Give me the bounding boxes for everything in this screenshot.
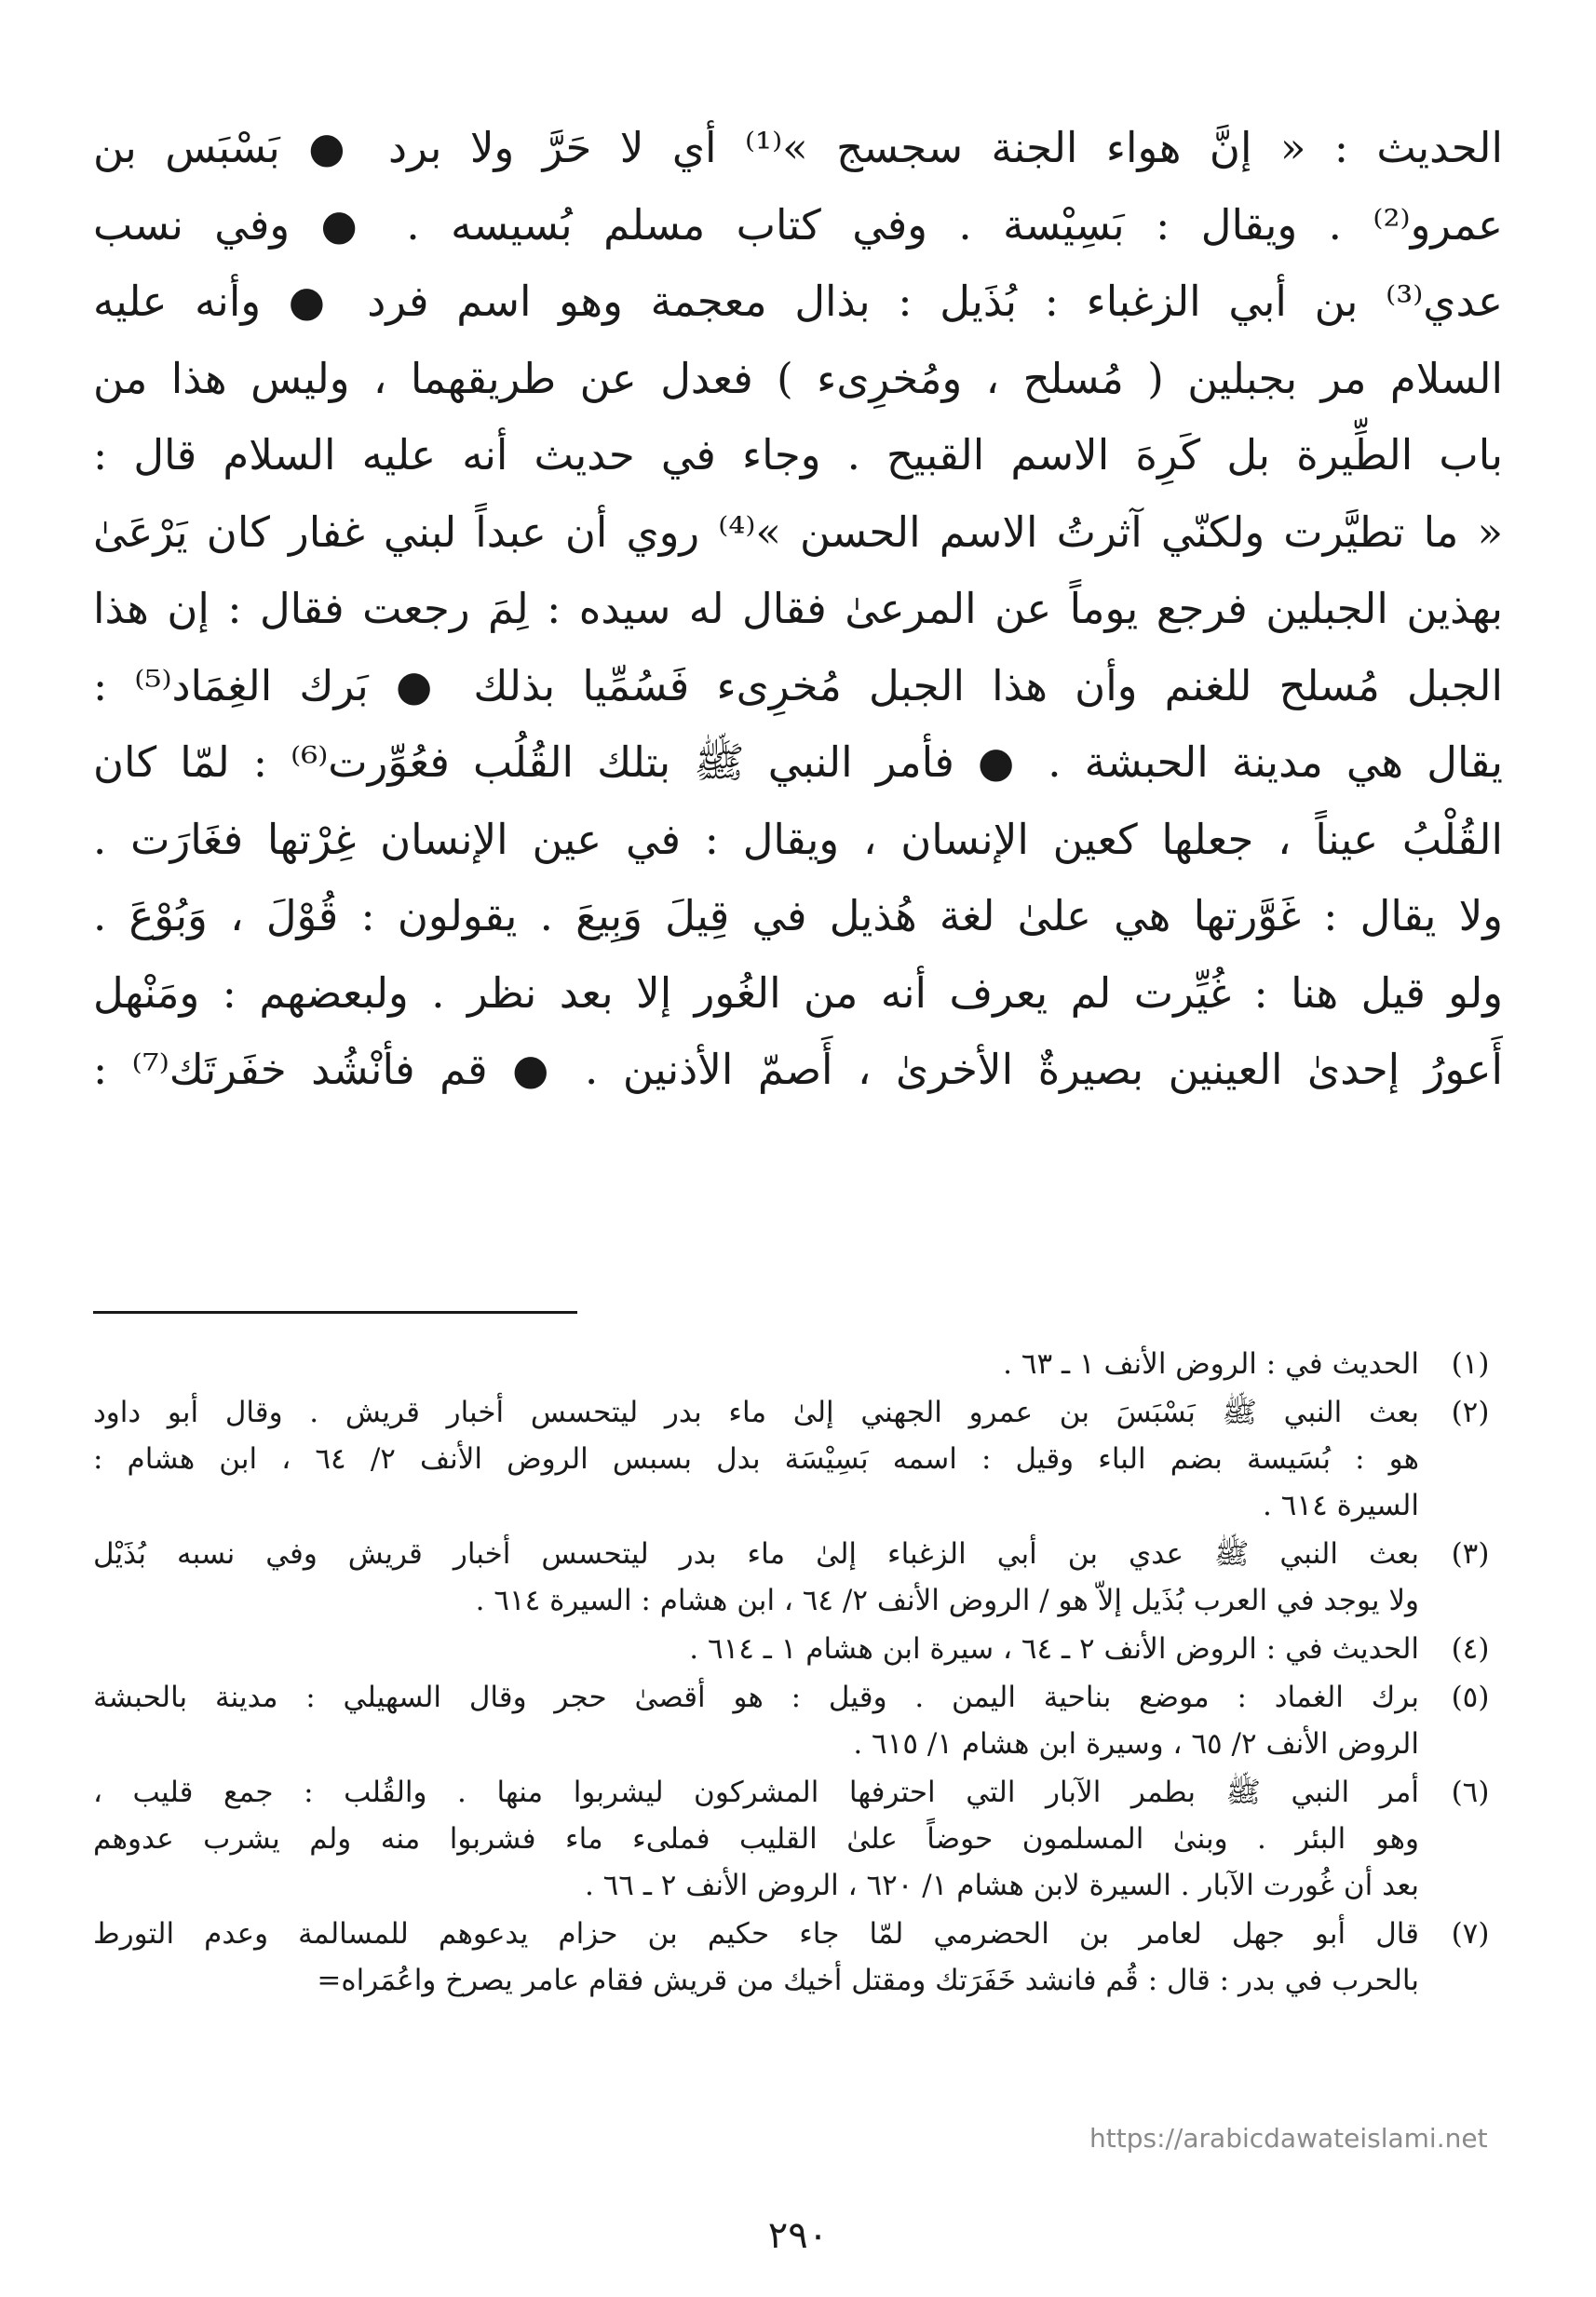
footnote <box>93 1531 1503 1624</box>
footnote-number: (٧) <box>1451 1917 1490 1951</box>
footnote-line: بعد أن غُورت الآبار . السيرة لابن هشام ١/ ٦٢٠ ، الروض الأنف ٢ ـ ٦٦ . <box>584 1869 1419 1902</box>
footnote <box>93 1911 1503 2004</box>
footnote <box>93 1674 1503 1767</box>
footnote-line: برك الغماد : موضع بناحية اليمن . وقيل : هو أقصىٰ حجر وقال السهيلي : مدينة بالحبشة <box>93 1681 1419 1714</box>
watermark-url: https://arabicdawateislami.net <box>1089 2123 1488 2154</box>
footnote-number: (٥) <box>1451 1681 1490 1714</box>
page-number: ٢٩٠ <box>767 2214 829 2257</box>
footnote-line: وهو البئر . وبنىٰ المسلمون حوضاً علىٰ القليب فملىء ماء فشربوا منه ولم يشرب عدوهم <box>93 1822 1419 1856</box>
footnote-line: الروض الأنف ٢/ ٦٥ ، وسيرة ابن هشام ١/ ٦١٥ . <box>853 1727 1419 1761</box>
main-text-line: يقال هي مدينة الحبشة . ● فأمر النبي ﷺ بتلك القُلُب فعُوِّرت⁽⁶⁾ : لمّا كان <box>93 737 1503 787</box>
footnote-line: بعث النبي ﷺ بَسْبَسَ بن عمرو الجهني إلىٰ ماء بدر ليتحسس أخبار قريش . وقال أبو داود <box>93 1396 1419 1429</box>
main-text-line: القُلْبُ عيناً ، جعلها كعين الإنسان ، ويقال : في عين الإنسان غِرْتها فغَارَت . <box>93 814 1503 864</box>
footnote-line: الحديث في : الروض الأنف ٢ ـ ٦٤ ، سيرة ابن هشام ١ ـ ٦١٤ . <box>689 1632 1419 1666</box>
main-text-line: باب الطِّيرة بل كَرِهَ الاسم القبيح . وجاء في حديث أنه عليه السلام قال : <box>93 430 1503 480</box>
footnote-number: (١) <box>1451 1347 1490 1381</box>
footnote-line: أمر النبي ﷺ بطمر الآبار التي احترفها المشركون ليشربوا منها . والقُلب : جمع قليب ، <box>93 1776 1419 1809</box>
footnote-divider <box>93 1311 577 1314</box>
main-text-line: بهذين الجبلين فرجع يوماً عن المرعىٰ فقال له سيده : لِمَ رجعت فقال : إن هذا <box>93 584 1503 633</box>
footnotes-section <box>93 1341 1503 2006</box>
footnote-line: ولا يوجد في العرب بُذَيل إلاّ هو / الروض الأنف ٢/ ٦٤ ، ابن هشام : السيرة ٦١٤ . <box>475 1584 1419 1617</box>
main-text-line: ولا يقال : غَوَّرتها هي علىٰ لغة هُذيل في قِيلَ وَبِيعَ . يقولون : قُوْلَ ، وَبُوْعَ . <box>93 891 1503 940</box>
footnote-line: بالحرب في بدر : قال : قُم فانشد خَفَرَتك ومقتل أخيك من قريش فقام عامر يصرخ واعُمَراه= <box>317 1964 1419 1997</box>
footnote-number: (٤) <box>1451 1632 1490 1666</box>
main-text-line: عمرو⁽²⁾ . ويقال : بَسِيْسة . وفي كتاب مسلم بُسيسه . ● وفي نسب <box>93 199 1503 250</box>
footnote <box>93 1626 1503 1672</box>
footnote-number: (٣) <box>1451 1537 1490 1571</box>
footnote-number: (٢) <box>1451 1396 1490 1429</box>
footnote-line: هو : بُسَيسة بضم الباء وقيل : اسمه بَسِيْسَة بدل بسبس الروض الأنف ٢/ ٦٤ ، ابن هشام : <box>93 1442 1419 1476</box>
main-text-line: الجبل مُسلح للغنم وأن هذا الجبل مُخرِىء فَسُمِّيا بذلك ● بَرك الغِمَاد⁽⁵⁾ : <box>93 660 1503 710</box>
main-text-line: أَعورُ إحدىٰ العينين بصيرةٌ الأخرىٰ ، أَصمّ الأذنين . ● قم فأنْشُد خفَرتَك⁽⁷⁾ : <box>93 1045 1503 1094</box>
main-text-line: الحديث : « إنَّ هواء الجنة سجسج »⁽¹⁾ أي لا حَرَّ ولا برد ● بَسْبَس بن <box>93 123 1503 172</box>
footnote <box>93 1769 1503 1909</box>
main-text-block <box>93 110 1503 1109</box>
main-text-line: عدي⁽³⁾ بن أبي الزغباء : بُذَيل : بذال معجمة وهو اسم فرد ● وأنه عليه <box>93 277 1503 326</box>
footnote-line: بعث النبي ﷺ عدي بن أبي الزغباء إلىٰ ماء بدر ليتحسس أخبار قريش وفي نسبه بُذَيْل <box>93 1537 1419 1571</box>
footnote <box>93 1341 1503 1387</box>
main-text-line: السلام مر بجبلين ( مُسلح ، ومُخرِىء ) فعدل عن طريقهما ، وليس هذا من <box>93 353 1503 403</box>
footnote-line: الحديث في : الروض الأنف ١ ـ ٦٣ . <box>1003 1347 1419 1381</box>
main-text-line: « ما تطيَّرت ولكنّي آثرتُ الاسم الحسن »⁽⁴⁾ روي أن عبداً لبني غفار كان يَرْعَىٰ <box>93 507 1503 557</box>
main-text-line: ولو قيل هنا : غُيِّرت لم يعرف أنه من الغُور إلا بعد نظر . ولبعضهم : ومَنْهل <box>93 967 1503 1018</box>
footnote-line: قال أبو جهل لعامر بن الحضرمي لمّا جاء حكيم بن حزام يدعوهم للمسالمة وعدم التورط <box>93 1917 1419 1951</box>
footnote-line: السيرة ٦١٤ . <box>1263 1489 1419 1522</box>
footnote <box>93 1389 1503 1529</box>
footnote-number: (٦) <box>1451 1776 1490 1809</box>
